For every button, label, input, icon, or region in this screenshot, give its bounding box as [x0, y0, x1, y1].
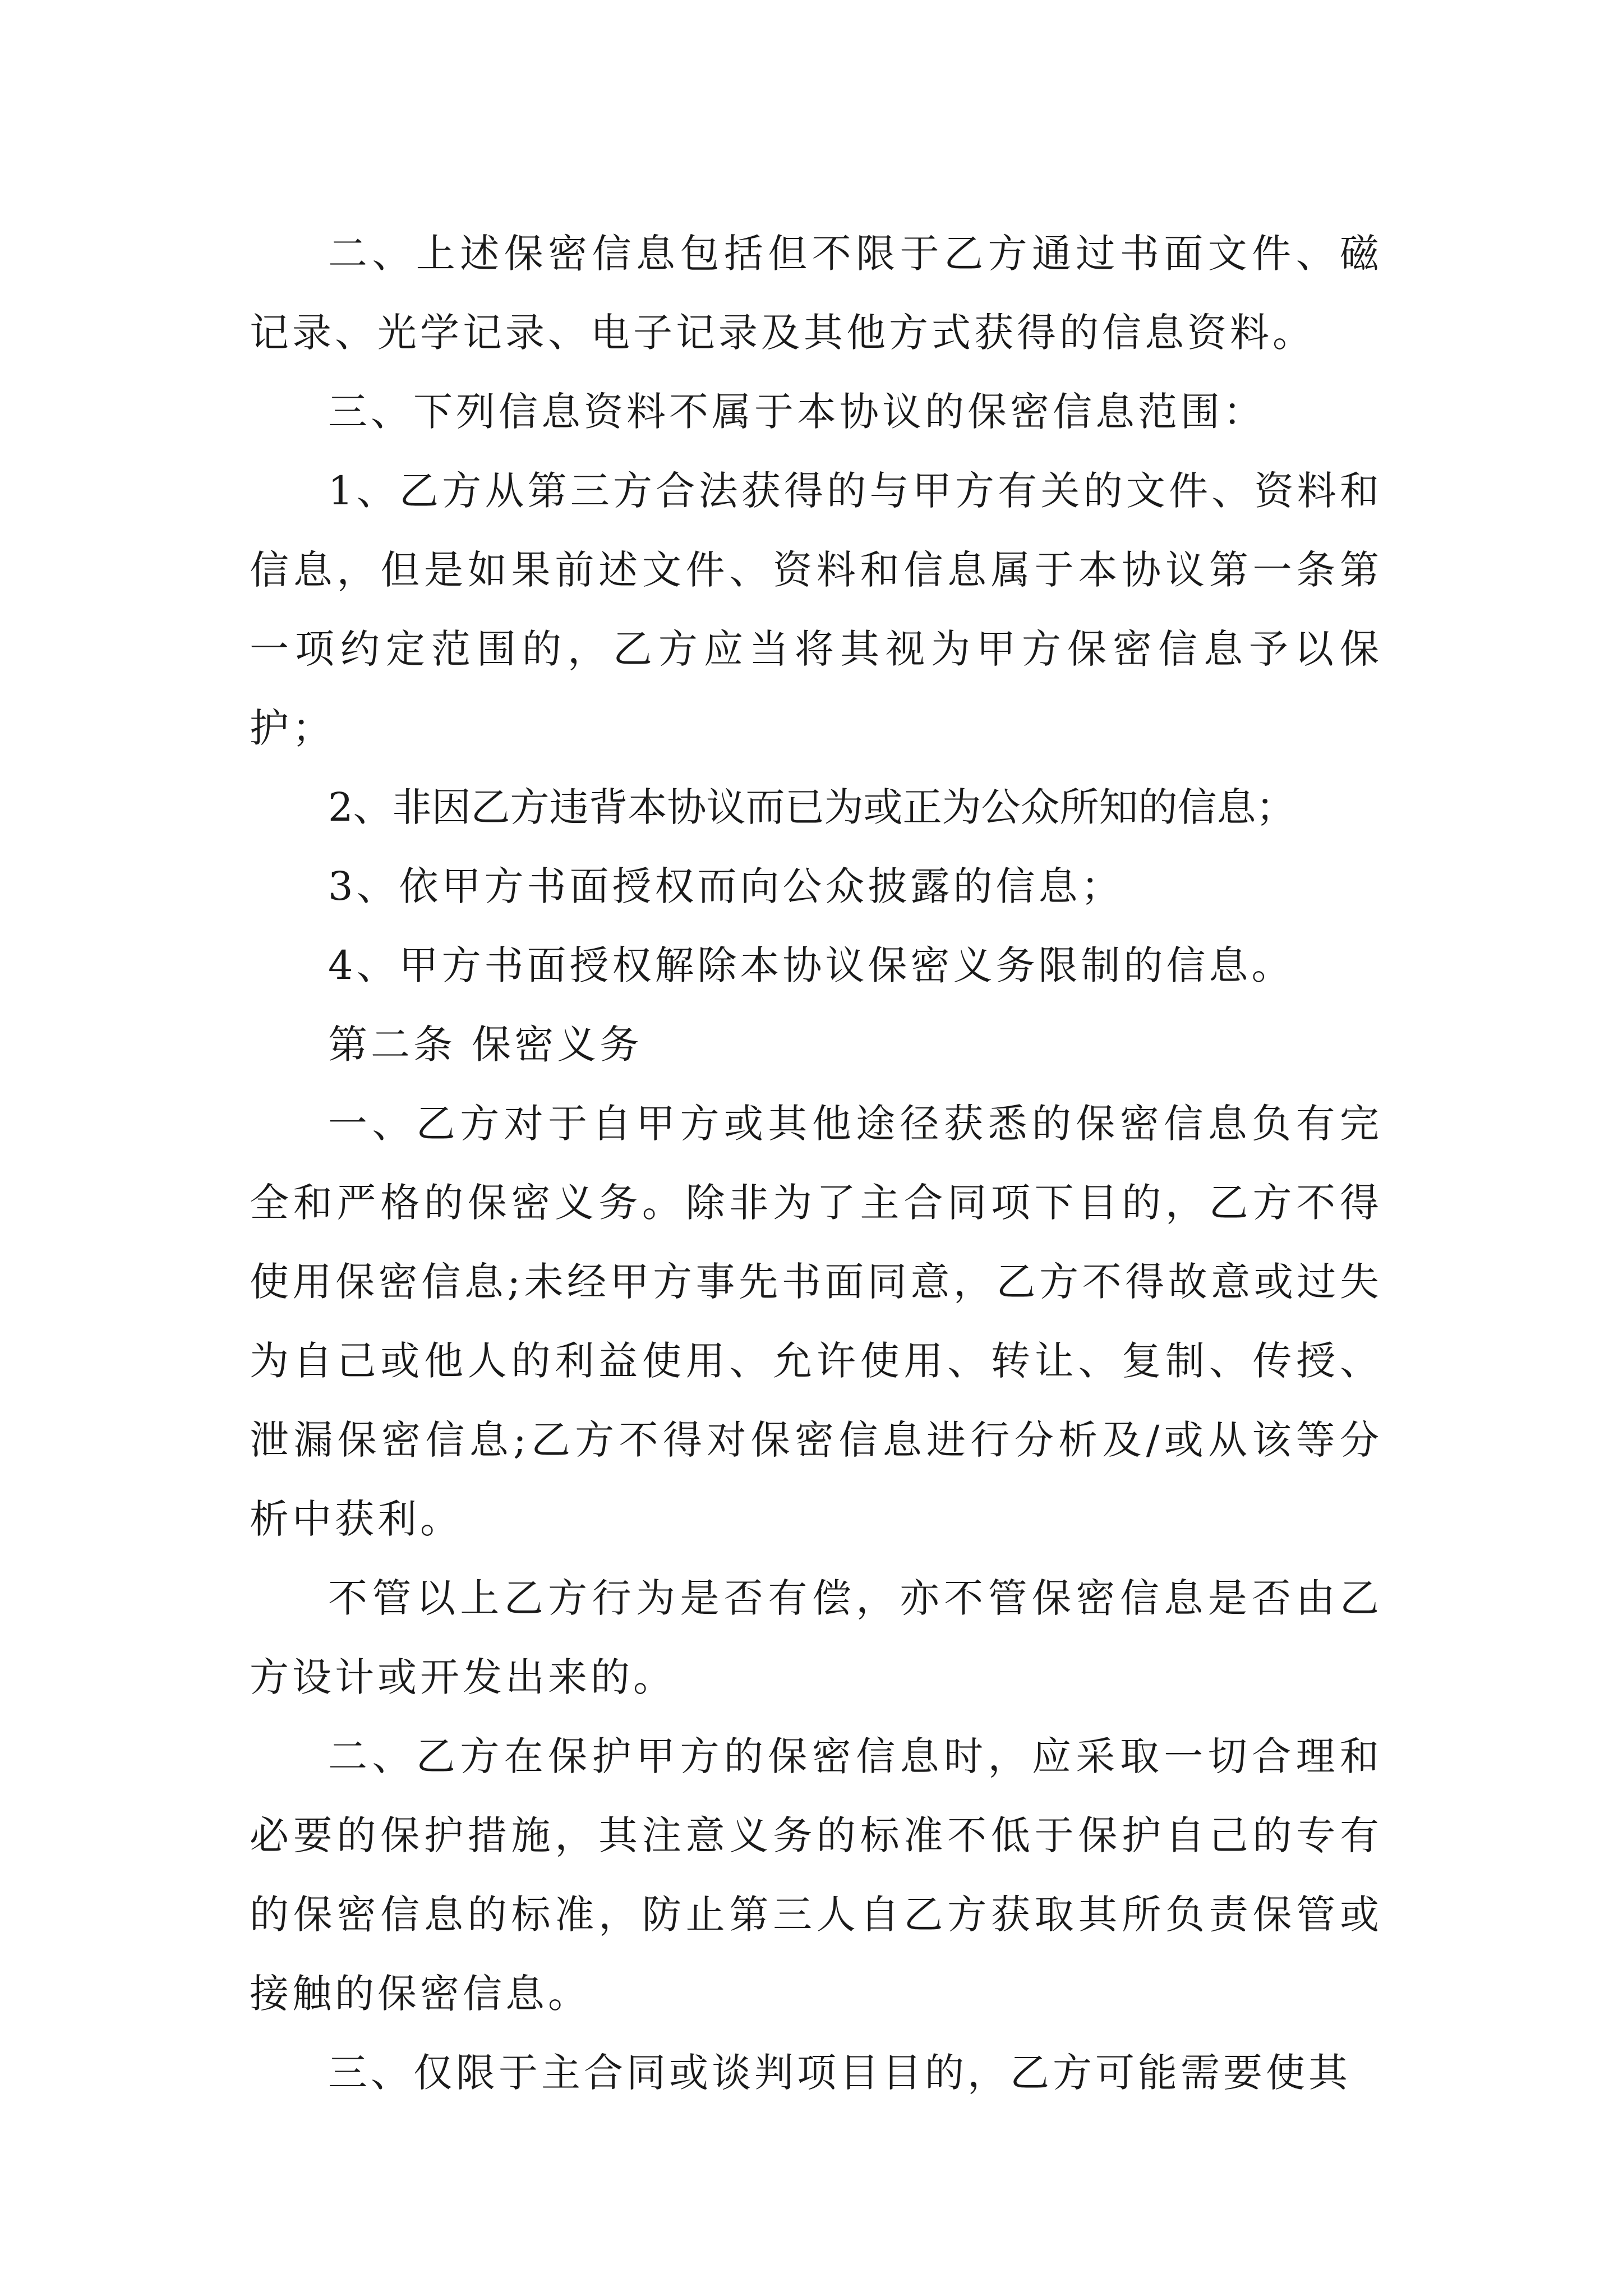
- paragraph-exclusion-4: 4、甲方书面授权解除本协议保密义务限制的信息。: [328, 942, 1294, 988]
- paragraph-scope-media: 二、上述保密信息包括但不限于乙方通过书面文件、磁记录、光学记录、电子记录及其他方式获得的信息资料。: [250, 231, 1382, 356]
- paragraph-exclusion-2: 2、非因乙方违背本协议而已为或正为公众所知的信息；: [328, 784, 1295, 830]
- paragraph-obligation-2: 二、乙方在保护甲方的保密信息时，应采取一切合理和必要的保护措施，其注意义务的标准不低于保护自己的专有的保密信息的标准，防止第三人自乙方获取其所负责保管或接触的保密信息。: [250, 1733, 1382, 2017]
- paragraph-obligation-note: 不管以上乙方行为是否有偿，亦不管保密信息是否由乙方设计或开发出来的。: [250, 1575, 1382, 1700]
- paragraph-obligation-3: 三、仅限于主合同或谈判项目目的，乙方可能需要使其: [328, 2050, 1351, 2096]
- paragraph-obligation-1: 一、乙方对于自甲方或其他途径获悉的保密信息负有完全和严格的保密义务。除非为了主合同项下目的，乙方不得使用保密信息;未经甲方事先书面同意，乙方不得故意或过失为自己或他人的利益使用、允许使用、转让、复制、传授、泄漏保密信息;乙方不得对保密信息进行分析及/或从该等分析中获利。: [250, 1101, 1382, 1542]
- document-body: [250, 214, 1382, 2113]
- section-heading-article-2: 第二条 保密义务: [328, 1022, 643, 1068]
- paragraph-exclusion-1: 1、乙方从第三方合法获得的与甲方有关的文件、资料和信息，但是如果前述文件、资料和信息属于本协议第一条第一项约定范围的，乙方应当将其视为甲方保密信息予以保护；: [250, 468, 1382, 751]
- paragraph-exclusions-heading: 三、下列信息资料不属于本协议的保密信息范围：: [328, 389, 1266, 435]
- paragraph-exclusion-3: 3、依甲方书面授权而向公众披露的信息；: [328, 863, 1124, 909]
